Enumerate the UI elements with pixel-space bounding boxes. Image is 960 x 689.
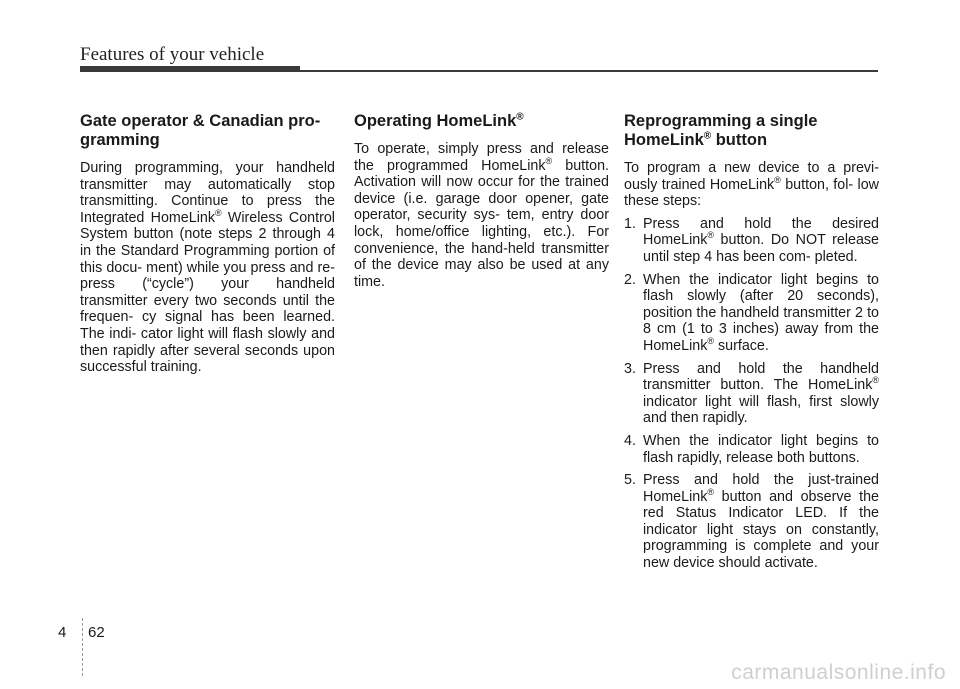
registered-mark: ® <box>707 486 715 497</box>
step-number: 1. <box>624 215 636 232</box>
text-segment: button. Do NOT release until step 4 has been com- pleted. <box>643 232 879 265</box>
text-segment: During programming, your handheld transmitter may automatically stop transmitting. Continue to press the Integrated HomeLink <box>80 160 335 226</box>
text-segment: button, fol- low these steps: <box>624 176 879 210</box>
list-item <box>624 472 879 572</box>
heading-text: button <box>711 131 768 149</box>
chapter-number: 4 <box>58 624 67 641</box>
registered-mark: ® <box>707 336 715 347</box>
heading-operating-homelink <box>354 112 609 131</box>
column-gate-operator <box>80 112 335 382</box>
list-item <box>624 272 879 355</box>
registered-mark: ® <box>703 130 712 142</box>
text-segment: button. Activation will now occur for the trained device (i.e. garage door opener, gate operator, security sys- tem, entry door lock, home/office lighting, etc.). For convenience, the hand-held transmitter of the device may also be used at any time. <box>354 157 609 290</box>
text-segment: Press and hold the just-trained HomeLink <box>643 472 879 505</box>
registered-mark: ® <box>872 375 879 386</box>
column-reprogramming <box>624 112 879 578</box>
text-segment: Press and hold the desired HomeLink <box>643 215 879 249</box>
header-rule-thick <box>80 66 300 72</box>
heading-reprogramming <box>624 112 879 150</box>
heading-text: Operating HomeLink <box>354 112 517 130</box>
text-segment: surface. <box>714 337 769 354</box>
registered-mark: ® <box>774 174 781 185</box>
header-rule-thin <box>300 70 878 72</box>
list-item <box>624 361 879 427</box>
heading-text: Reprogramming a single HomeLink <box>624 112 818 149</box>
registered-mark: ® <box>214 208 222 219</box>
text-segment: button and observe the red Status Indicator LED. If the indicator light stays on constantly, programming is complete and your new device should activate. <box>643 488 879 572</box>
list-item <box>624 433 879 466</box>
text-segment: Press and hold the handheld transmitter button. The HomeLink <box>643 360 879 394</box>
registered-mark: ® <box>516 111 524 123</box>
section-title: Features of your vehicle <box>80 44 265 65</box>
text-segment: indicator light will flash, first slowly and then rapidly. <box>643 393 879 427</box>
page-number: 62 <box>88 624 105 641</box>
text-segment: To program a new device to a previ- ously trained HomeLink <box>624 160 879 193</box>
paragraph-operating-homelink <box>354 141 609 290</box>
paragraph-gate-operator <box>80 160 335 376</box>
step-list <box>624 216 879 572</box>
watermark: carmanualsonline.info <box>731 661 946 684</box>
step-number: 2. <box>624 271 636 288</box>
text-segment: To operate, simply press and release the programmed HomeLink <box>354 141 609 174</box>
text-segment: Wireless Control System button (note steps 2 through 4 in the Standard Programming portion of this docu- ment) while you press and re-press (“cycle”) your handheld transmitter every two seconds until the frequen- cy signal has been learned. The indi- cator light will flash slowly and then rapidly after several seconds upon successful training. <box>80 209 335 376</box>
registered-mark: ® <box>545 155 553 166</box>
text-segment: When the indicator light begins to flash slowly (after 20 seconds), position the handheld transmitter 2 to 8 cm (1 to 3 inches) away from the HomeLink <box>643 271 879 354</box>
list-item <box>624 216 879 266</box>
heading-gate-operator: Gate operator & Canadian pro- gramming <box>80 112 321 149</box>
footer-divider <box>82 618 84 676</box>
paragraph-reprogramming-intro <box>624 160 879 210</box>
step-number: 3. <box>624 360 636 377</box>
text-segment: When the indicator light begins to flash rapidly, release both buttons. <box>643 432 879 466</box>
step-number: 5. <box>624 472 636 489</box>
registered-mark: ® <box>707 230 715 241</box>
column-operating-homelink <box>354 112 609 296</box>
step-number: 4. <box>624 432 636 449</box>
